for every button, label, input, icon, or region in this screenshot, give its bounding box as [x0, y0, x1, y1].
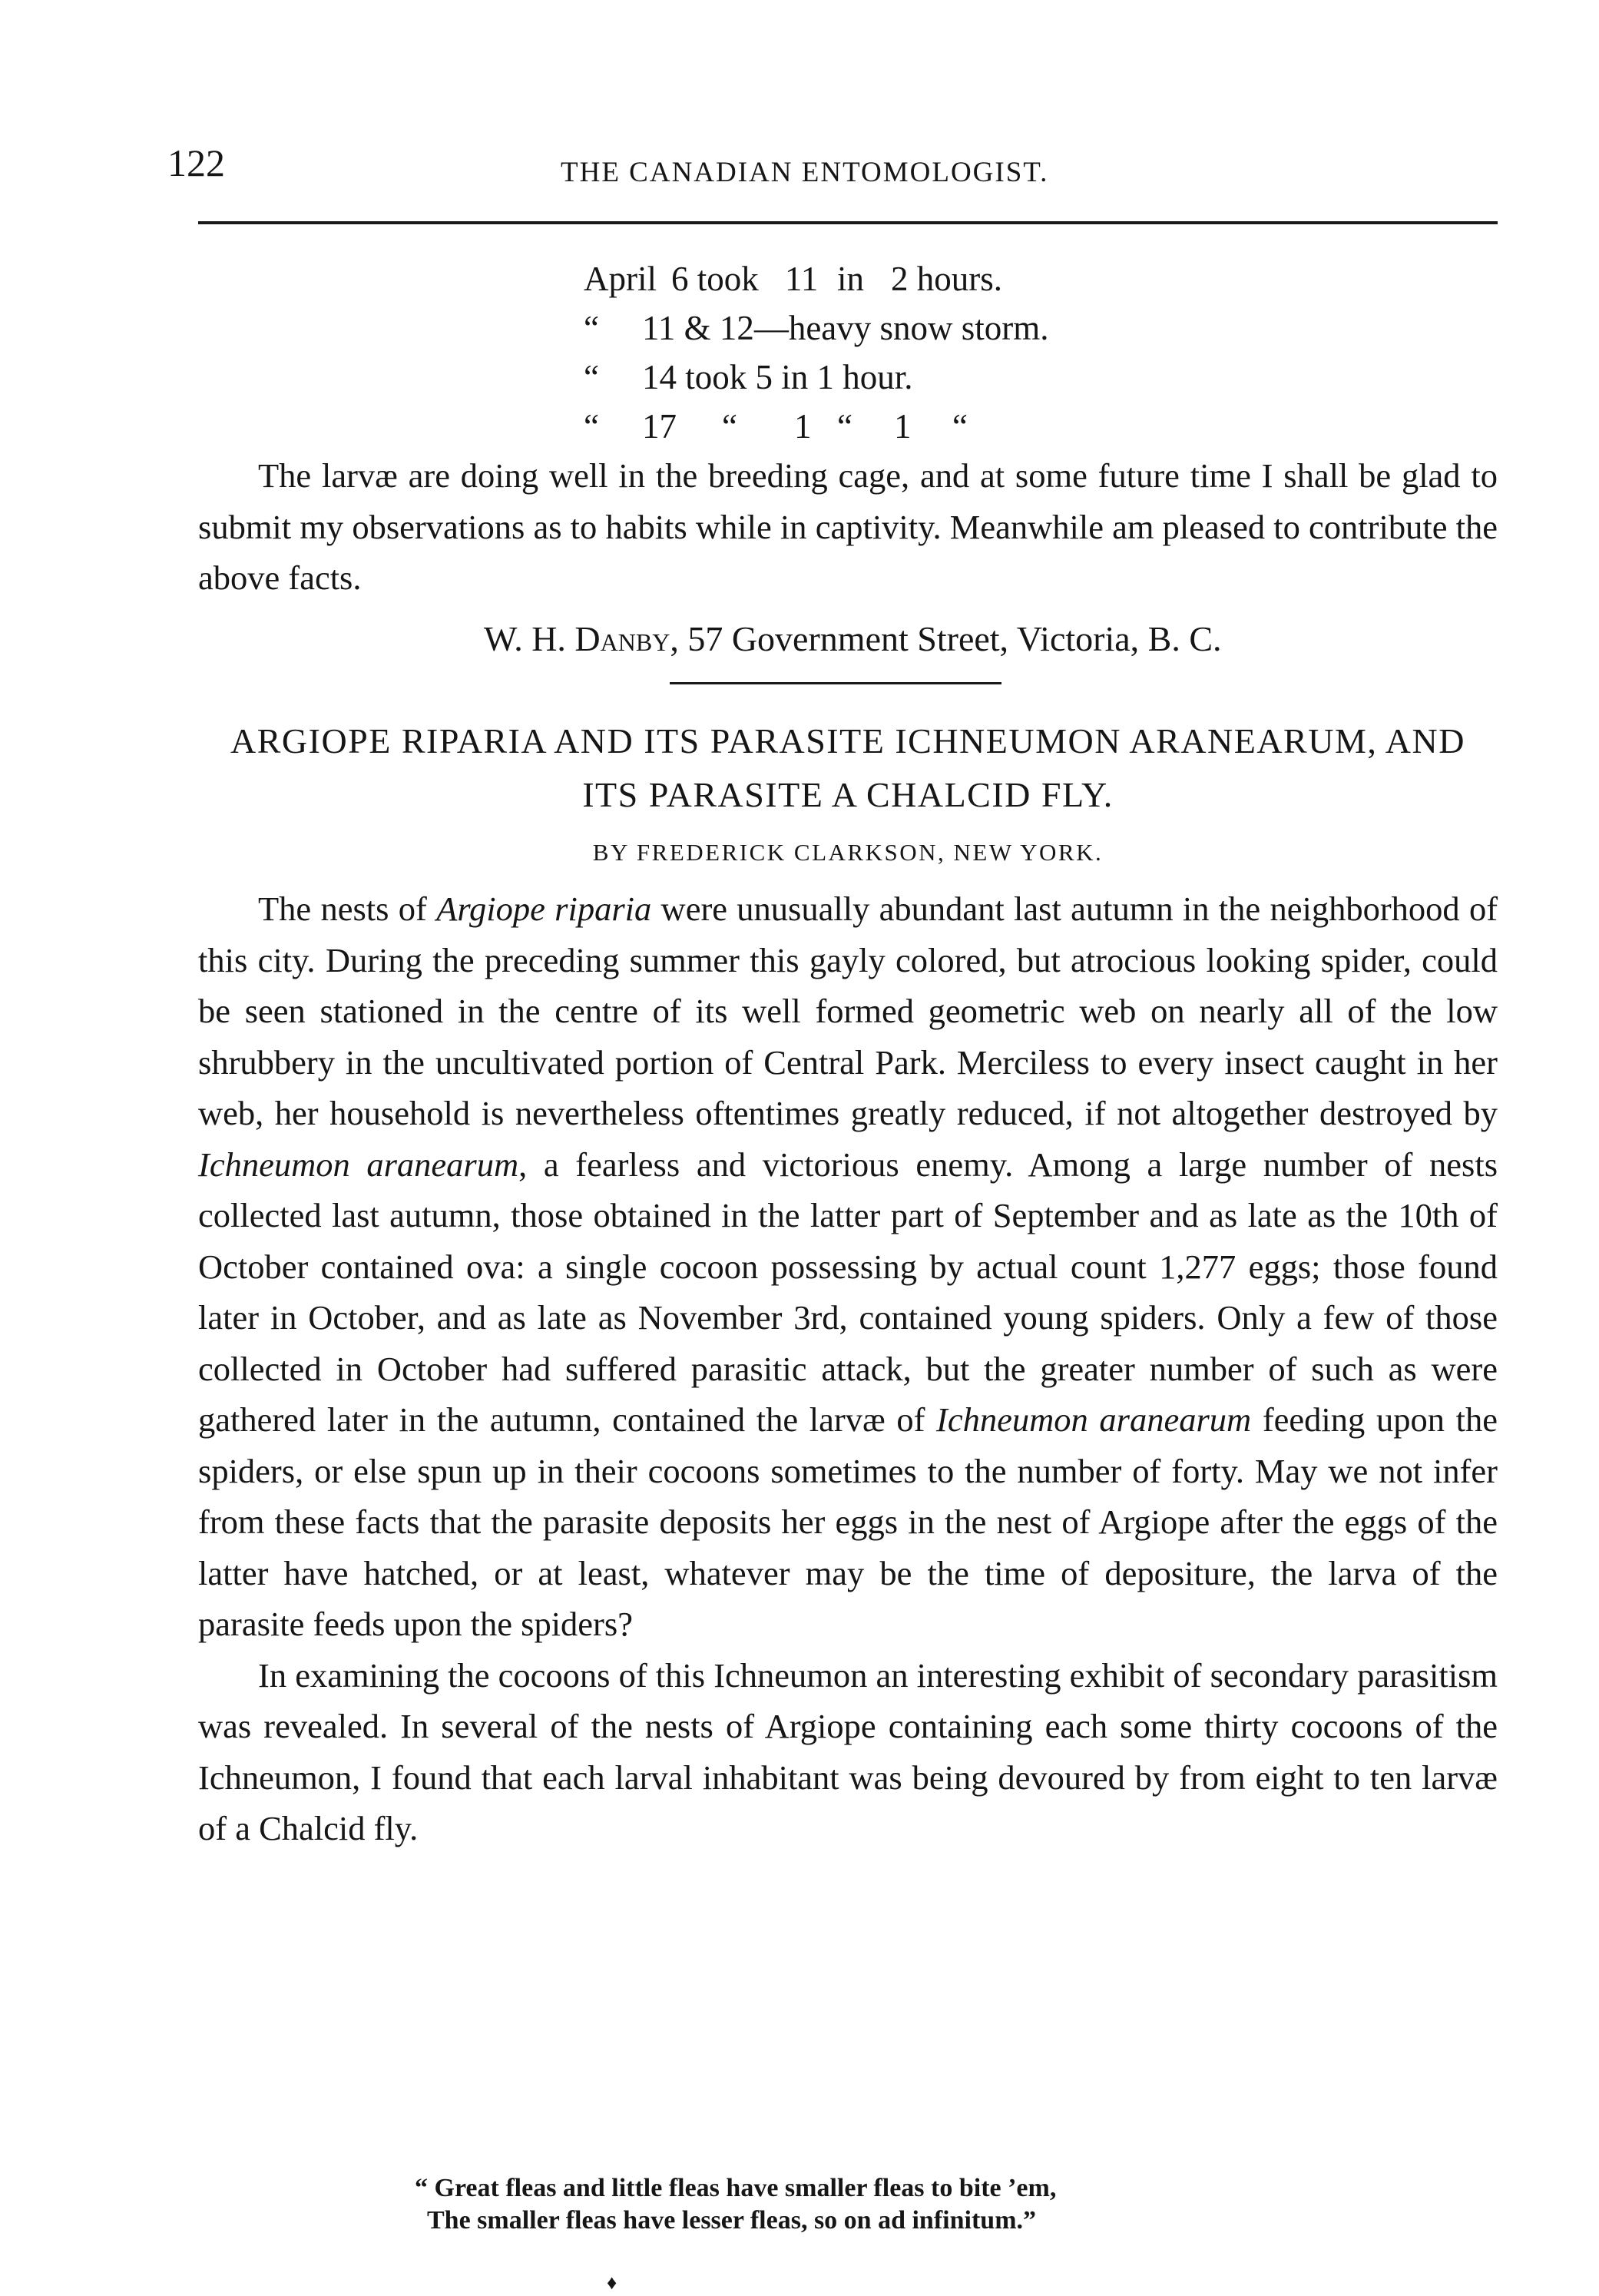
- quoted-verse: [415, 2172, 1298, 2237]
- log-count: 1: [794, 407, 812, 446]
- header-rule: [198, 221, 1498, 224]
- log-text: 11 & 12—heavy snow storm.: [642, 309, 1049, 347]
- log-day: 6 took: [671, 260, 759, 298]
- article-byline: BY FREDERICK CLARKSON, NEW YORK.: [592, 839, 1104, 866]
- article-paragraph: In examining the cocoons of this Ichneumon an interesting exhibit of secondary parasitism was revealed. In several of the nests of Argiope containing each some thirty cocoons of the Ichneumon, I found that each larval inhabitant was being devoured by from eight to ten larvæ of a Chalcid fly.: [198, 1655, 1498, 1847]
- signature-initials: W. H.: [484, 619, 566, 658]
- article-title: ARGIOPE RIPARIA AND ITS PARASITE ICHNEUMON ARANEARUM, AND ITS PARASITE A CHALCID FLY.: [230, 721, 1465, 814]
- page-number: 122: [167, 141, 225, 184]
- signature: [484, 616, 1222, 662]
- signature-address: , 57 Government Street, Victoria, B. C.: [670, 619, 1222, 658]
- article-paragraph: The nests of Argiope riparia were unusually abundant last autumn in the neighborhood of this city. During the preceding summer this gayly colored, but atrocious looking spider, could be seen stationed in the centre of its well formed geometric web on nearly all of the low shrubbery in the uncultivated portion of Central Park. Merciless to every insect caught in her web, her household is nevertheless oftentimes greatly reduced, if not altogether destroyed by Ichneumon aranearum, a fearless and victorious enemy. Among a large number of nests collected last autumn, those obtained in the latter part of September and as late as the 10th of October contained ova: a single cocoon possessing by actual count 1,277 eggs; those found later in October, and as late as November 3rd, contained young spiders. Only a few of those collected in October had suffered parasitic attack, but the greater number of such as were gathered later in the autumn, contained the larvæ of Ichneumon aranearum feeding upon the spiders, or else spun up in their cocoons sometimes to the number of forty. May we not infer from these facts that the parasite deposits her eggs in the nest of Argiope after the eggs of the latter have hatched, or at least, whatever may be the time of depositure, the larva of the parasite feeds upon the spiders?: [198, 890, 1498, 1643]
- ditto-mark: “: [837, 407, 852, 446]
- log-amount: 2 hours.: [891, 260, 1002, 298]
- article-body: [198, 883, 1498, 1854]
- verse-line: The smaller fleas have lesser fleas, so on ad infinitum.”: [427, 2206, 1037, 2235]
- closing-paragraph: The larvæ are doing well in the breeding cage, and at some future time I shall be glad to submit my observations as to habits while in captivity. Meanwhile am pleased to contribute the above facts.: [198, 456, 1498, 597]
- ditto-mark: “: [584, 407, 599, 446]
- log-in: in: [837, 260, 865, 298]
- fleuron-icon: ♦: [607, 2271, 617, 2294]
- ditto-mark: “: [952, 407, 968, 446]
- letter-closing: [198, 450, 1498, 604]
- species-name: Ichneumon aranearum: [936, 1400, 1252, 1439]
- verse-line: “ Great fleas and little fleas have smaller fleas to bite ’em,: [415, 2174, 1057, 2202]
- log-month: April: [584, 260, 657, 298]
- log-text: 14 took 5 in 1 hour.: [642, 358, 913, 396]
- signature-name: Danby: [574, 619, 670, 658]
- section-divider: [670, 682, 1001, 684]
- ditto-mark: “: [584, 358, 599, 396]
- running-title: THE CANADIAN ENTOMOLOGIST.: [561, 157, 1049, 188]
- species-name: Ichneumon aranearum: [198, 1145, 519, 1184]
- log-day: 17: [642, 407, 677, 446]
- log-amount: 1: [894, 407, 912, 446]
- ditto-mark: “: [584, 309, 599, 347]
- log-count: 11: [785, 260, 819, 298]
- species-name: Argiope riparia: [436, 890, 652, 928]
- ditto-mark: “: [722, 407, 737, 446]
